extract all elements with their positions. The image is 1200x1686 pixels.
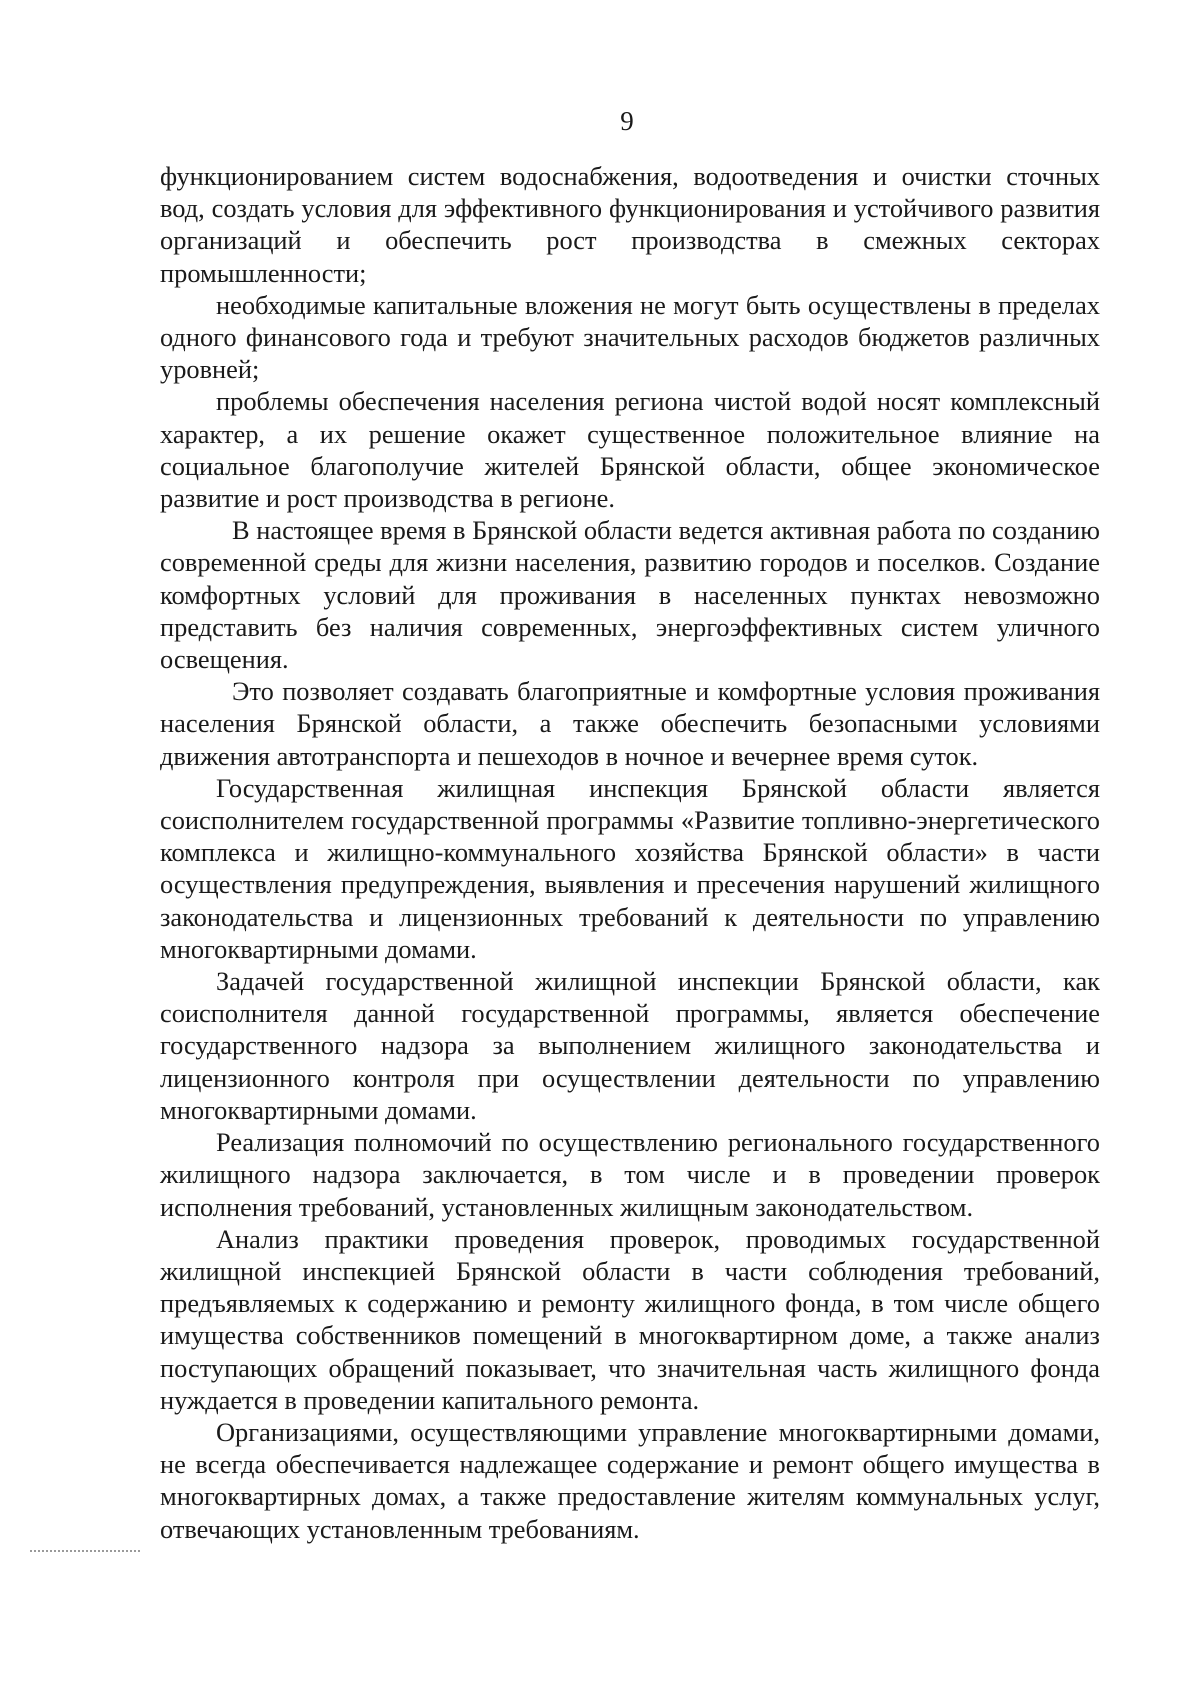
paragraph-7: Задачей государственной жилищной инспекции Брянской области, как соисполнителя данной государственной программы, является обеспечение государственного надзора за выполнением жилищного законодательства и лицензионного контроля при осуществлении деятельности по управлению многоквартирными домами. — [160, 966, 1100, 1125]
paragraph-9: Анализ практики проведения проверок, проводимых государственной жилищной инспекцией Брянской области в части соблюдения требований, предъявляемых к содержанию и ремонту жилищного фонда, в том числе общего имущества собственников помещений в многоквартирном доме, а также анализ поступающих обращений показывает, что значительная часть жилищного фонда нуждается в проведении капитального ремонта. — [160, 1223, 1100, 1415]
paragraph-5: Это позволяет создавать благоприятные и комфортные условия проживания населения Брянской области, а также обеспечить безопасными условиями движения автотранспорта и пешеходов в ночное и вечернее время суток. — [160, 676, 1100, 771]
paragraph-2: необходимые капитальные вложения не могут быть осуществлены в пределах одного финансового года и требуют значительных расходов бюджетов различных уровней; — [160, 289, 1100, 385]
document-body — [160, 160, 1100, 1545]
scan-artifact-dots — [30, 1550, 140, 1556]
paragraph-10: Организациями, осуществляющими управление многоквартирными домами, не всегда обеспечивается надлежащее содержание и ремонт общего имущества в многоквартирных домах, а также предоставление жителям коммунальных услуг, отвечающих установленным требованиям. — [160, 1416, 1100, 1544]
paragraph-6: Государственная жилищная инспекция Брянской области является соисполнителем государственной программы «Развитие топливно-энергетического комплекса и жилищно-коммунального хозяйства Брянской области» в части осуществления предупреждения, выявления и пресечения нарушений жилищного законодательства и лицензионных требований к деятельности по управлению многоквартирными домами. — [160, 772, 1100, 964]
paragraph-8: Реализация полномочий по осуществлению регионального государственного жилищного надзора заключается, в том числе и в проведении проверок исполнения требований, установленных жилищным законодательством. — [160, 1127, 1100, 1222]
page-number: 9 — [620, 106, 634, 136]
paragraph-3: проблемы обеспечения населения региона чистой водой носят комплексный характер, а их решение окажет существенное положительное влияние на социальное благополучие жителей Брянской области, общее экономическое развитие и рост производства в регионе. — [160, 386, 1100, 514]
paragraph-1: функционированием систем водоснабжения, водоотведения и очистки сточных вод, создать условия для эффективного функционирования и устойчивого развития организаций и обеспечить рост производства в смежных секторах промышленности; — [160, 161, 1100, 288]
paragraph-4: В настоящее время в Брянской области ведется активная работа по созданию современной среды для жизни населения, развитию городов и поселков. Создание комфортных условий для проживания в населенных пунктах невозможно представить без наличия современных, энергоэффективных систем уличного освещения. — [160, 515, 1100, 675]
